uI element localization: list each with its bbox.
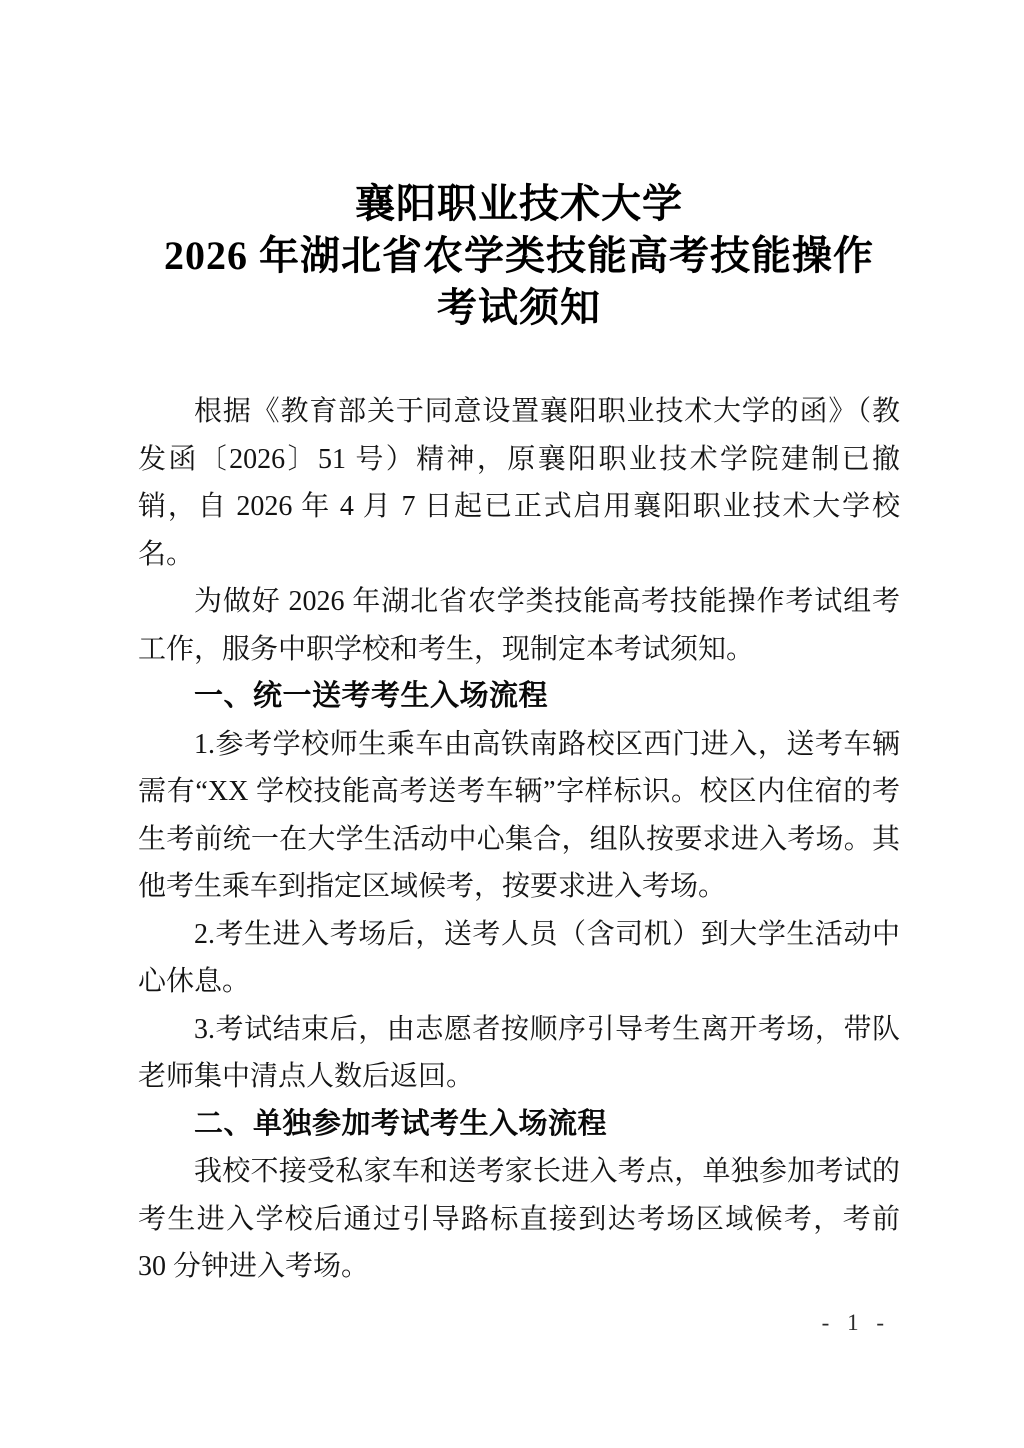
- section-heading-2: 二、单独参加考试考生入场流程: [193, 1107, 607, 1140]
- intro-paragraph-purpose: 为做好 2026 年湖北省农学类技能高考技能操作考试组考工作，服务中职学校和考生，现制定本考试须知。: [138, 586, 900, 665]
- title-line-university: 襄阳职业技术大学: [355, 181, 683, 226]
- section1-paragraph-1: 1.参考学校师生乘车由高铁南路校区西门进入，送考车辆需有“XX 学校技能高考送考车辆”字样标识。校区内住宿的考生考前统一在大学生活动中心集合，组队按要求进入考场。其他考生乘车到指定区域候考，按要求进入考场。: [138, 728, 900, 902]
- section2-paragraph-1: 我校不接受私家车和送考家长进入考点，单独参加考试的考生进入学校后通过引导路标直接到达考场区域候考，考前 30 分钟进入考场。: [138, 1156, 900, 1282]
- title-line-exam: 2026 年湖北省农学类技能高考技能操作: [164, 233, 874, 278]
- section1-paragraph-2: 2.考生进入考场后，送考人员（含司机）到大学生活动中心休息。: [138, 918, 900, 997]
- page-number: - 1 -: [821, 1310, 890, 1335]
- intro-paragraph-basis: 根据《教育部关于同意设置襄阳职业技术大学的函》（教发函〔2026〕51 号）精神，原襄阳职业技术学院建制已撤销，自 2026 年 4 月 7 日起已正式启用襄阳职业技术大学校名。: [138, 396, 900, 570]
- document-title: [138, 178, 900, 334]
- document-body: [138, 388, 900, 1291]
- section1-paragraph-3: 3.考试结束后，由志愿者按顺序引导考生离开考场，带队老师集中清点人数后返回。: [138, 1013, 900, 1092]
- section-heading-1: 一、统一送考考生入场流程: [193, 680, 548, 712]
- title-line-notice: 考试须知: [437, 285, 601, 330]
